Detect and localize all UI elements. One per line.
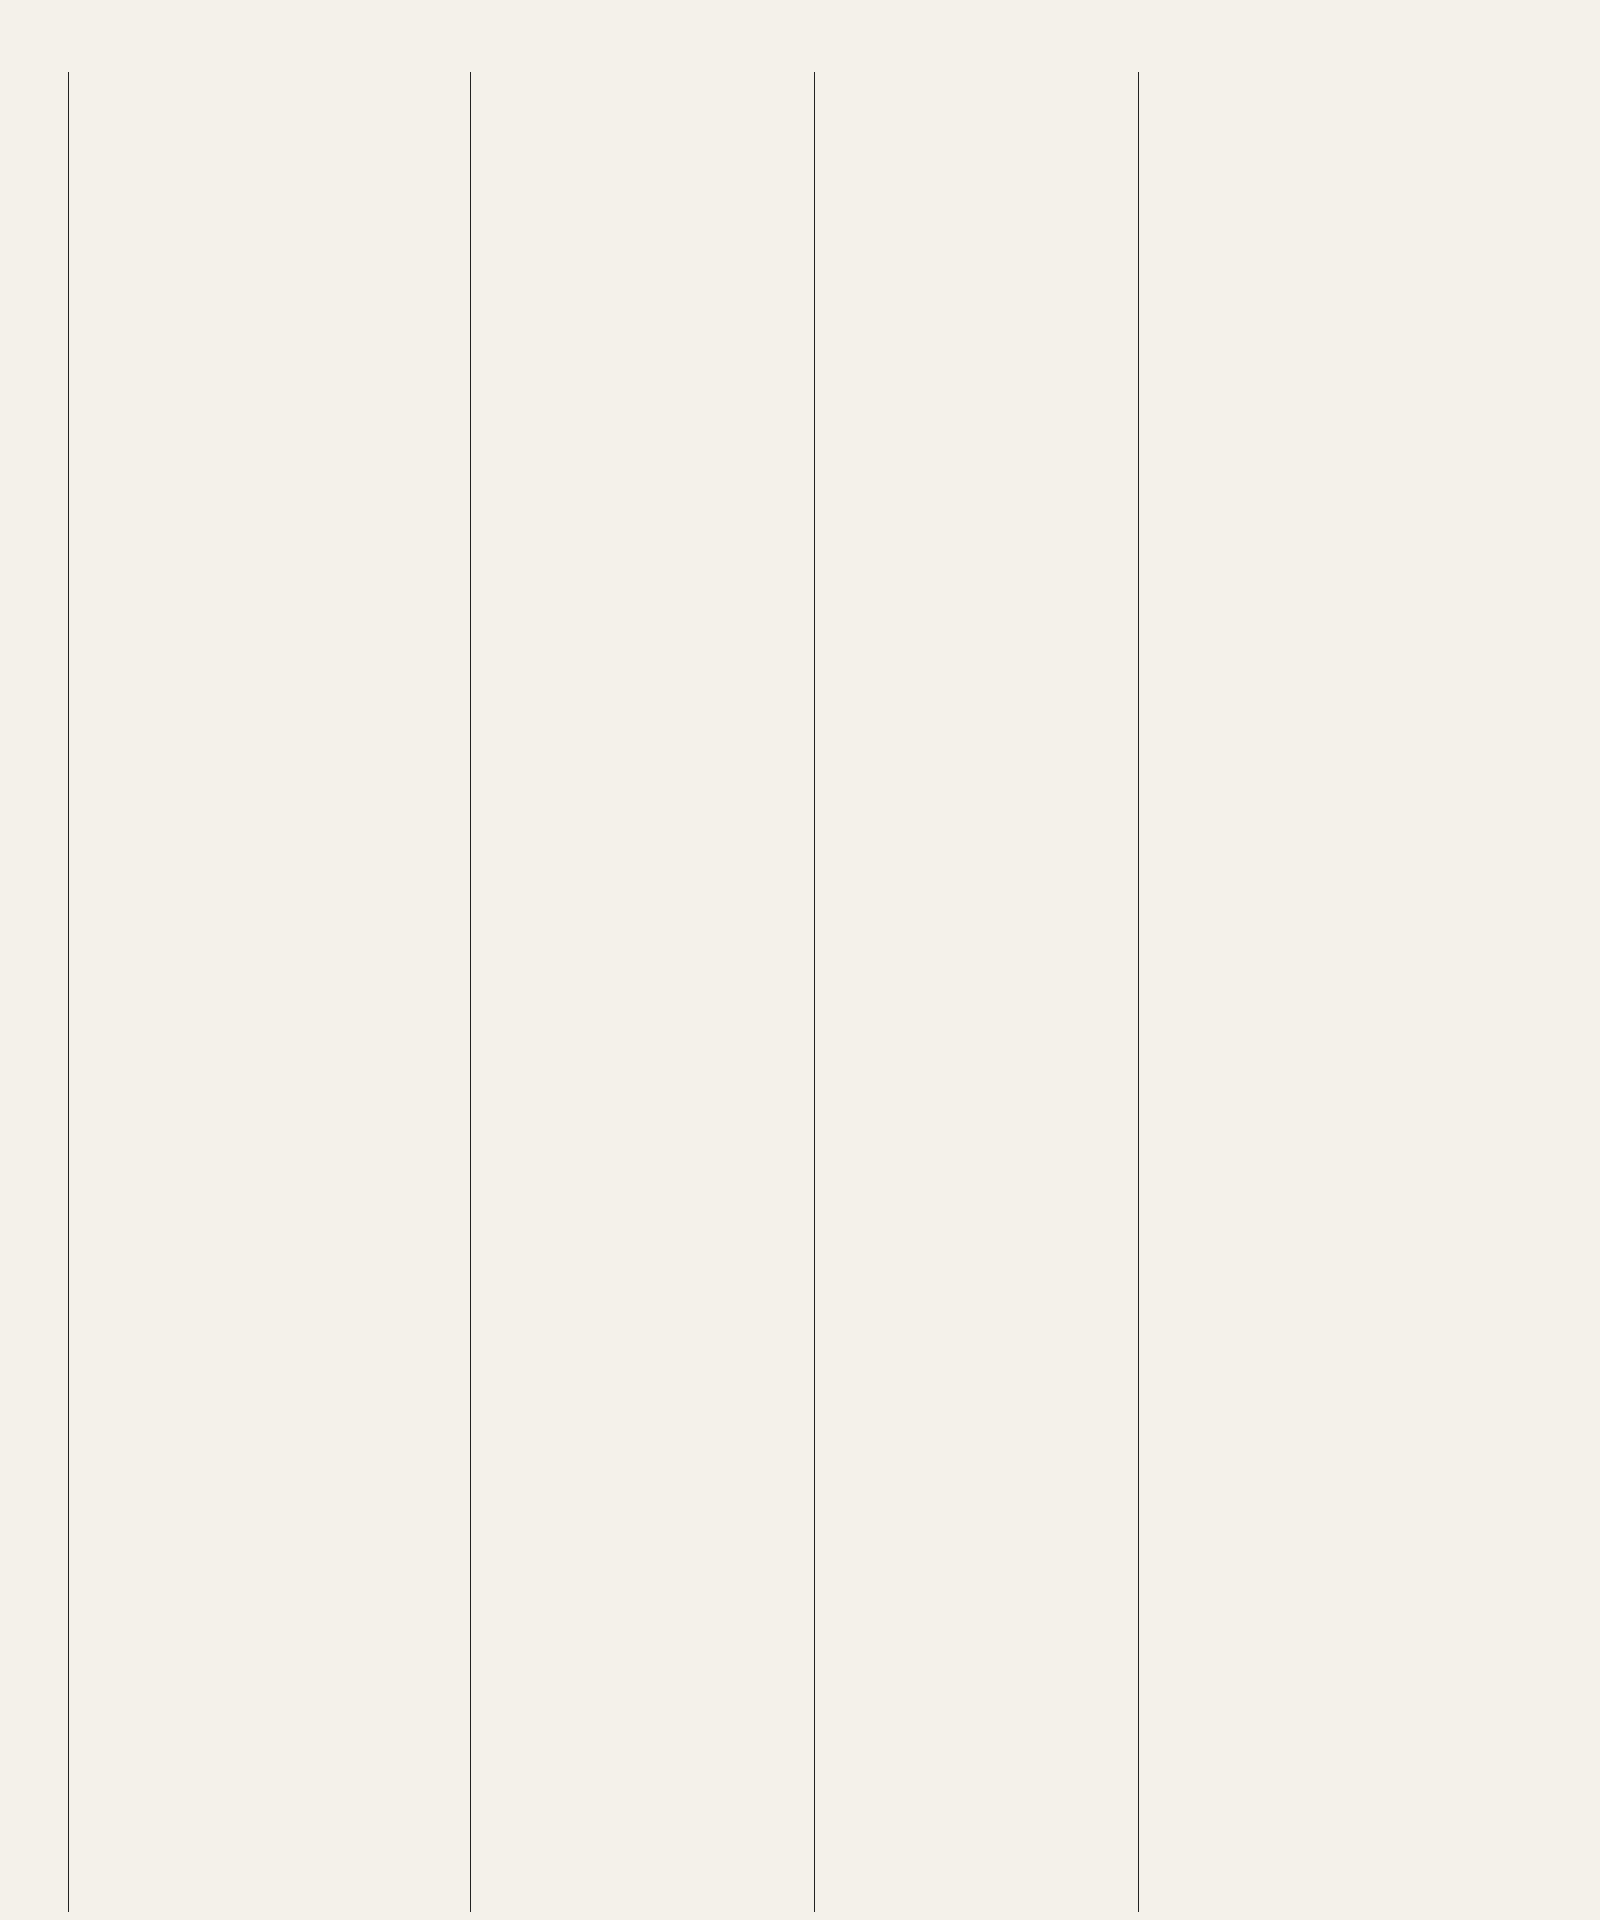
section-header-straupitz xyxy=(818,1508,834,1522)
section-header-strausberg xyxy=(1142,332,1150,346)
column-rule xyxy=(470,72,471,1912)
directory-column-2 xyxy=(474,76,814,1912)
directory-column-1 xyxy=(70,76,468,1912)
straupitz-entries xyxy=(818,1544,1136,1914)
column-rule xyxy=(68,72,69,1912)
column-rule xyxy=(814,72,815,1912)
page-header xyxy=(0,0,1600,54)
directory-column-4 xyxy=(1142,76,1596,1912)
margin-fragments-column xyxy=(2,76,62,1912)
